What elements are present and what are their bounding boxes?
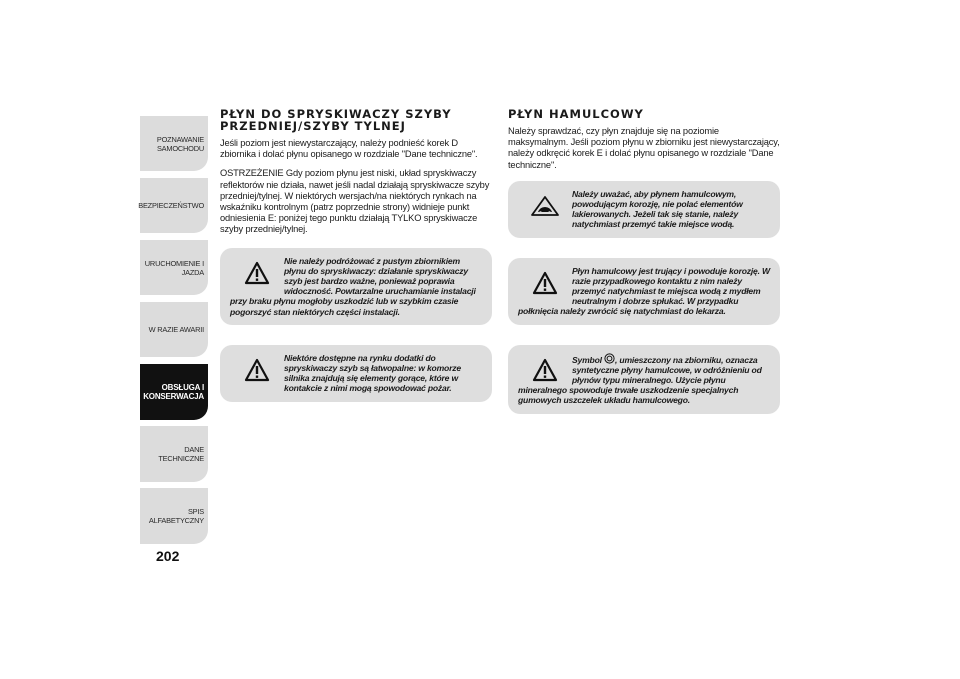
tab-label: SPIS ALFABETYCZNY (148, 507, 204, 525)
tab-label: W RAZIE AWARII (148, 325, 204, 334)
warning-box (220, 248, 492, 325)
left-column (220, 108, 492, 422)
note-text: Należy uważać, aby płynem hamulcowym, powodującym korozję, nie polać elementów lakierowanych. Jeżeli tak się stanie, należy natychmiast przemyć takie miejsce wodą. (572, 188, 743, 230)
tab-poznawanie-samochodu[interactable] (140, 116, 208, 171)
paragraph: OSTRZEŻENIE Gdy poziom płynu jest niski, układ spryskiwaczy reflektorów nie działa, nawet jeśli nadal działają spryskiwacze szyby przedniej/tylnej. W niektórych wersjach/na niektórych rynkach na wskaźniku kontrolnym (patrz poprzednie strony) widnieje punkt odniesienia E: poniżej tego punktu działają TYLKO spryskiwacze szyby przedniej/tylnej. (220, 168, 490, 235)
tab-label: OBSŁUGA I KONSERWACJA (143, 383, 204, 401)
tab-w-razie-awarii[interactable] (140, 302, 208, 357)
note-box (508, 181, 780, 238)
tab-dane-techniczne[interactable] (140, 426, 208, 482)
warning-triangle-icon (236, 260, 278, 286)
brake-fluid-symbol-icon (604, 355, 615, 365)
warning-triangle-icon (236, 357, 278, 383)
warning-text: Niektóre dostępne na rynku dodatki do spryskiwaczy szyb są łatwopalne: w komorze silnika znajdują się elementy gorące, które w kontakcie z nimi mogą spowodować pożar. (284, 352, 461, 394)
car-paint-icon (524, 193, 566, 219)
page-number: 202 (156, 548, 180, 564)
tab-label: POZNAWANIE SAMOCHODU (156, 134, 204, 153)
warning-box (508, 345, 780, 414)
tab-label: BEZPIECZEŃSTWO (138, 201, 204, 210)
tab-spis-alfabetyczny[interactable] (140, 488, 208, 544)
tab-obsluga-i-konserwacja[interactable] (140, 364, 208, 420)
warning-text-start: Symbol (572, 354, 602, 365)
tab-uruchomienie-i-jazda[interactable] (140, 240, 208, 295)
tab-bezpieczenstwo[interactable] (140, 178, 208, 233)
section-title-washer-fluid: PŁYN DO SPRYSKIWACZY SZYBY PRZEDNIEJ/SZYBY TYLNEJ (220, 107, 452, 133)
section-title-brake-fluid: PŁYN HAMULCOWY (508, 107, 644, 121)
warning-text: Płyn hamulcowy jest trujący i powoduje korozję. W razie przypadkowego kontaktu z nim należy przemyć natychmiast te miejsca wodą z mydłem neutralnym i dobrze spłukać. W przypadku połknięcia należy zwrócić się natychmiast do lekarza. (518, 265, 770, 317)
right-column (508, 108, 780, 434)
warning-text-end: , umieszczony na zbiorniku, oznacza syntetyczne płyny hamulcowe, w odróżnieniu od płynów typu mineralnego. Użycie płynu mineralnego spowoduje trwałe uszkodzenie specjalnych gumowych uszczelek układu hamulcowego. (518, 354, 762, 406)
warning-box (220, 345, 492, 402)
warning-text: Nie należy podróżować z pustym zbiornikiem płynu do spryskiwaczy: działanie spryskiwaczy szyb jest bardzo ważne, ponieważ poprawia widoczność. Powtarzalne uruchamianie instalacji przy braku płynu mogłoby uszkodzić lub w szybkim czasie pogorszyć stan niektórych części instalacji. (230, 255, 476, 317)
tab-label: URUCHOMIENIE I JAZDA (144, 258, 204, 277)
warning-box (508, 258, 780, 325)
tab-label: DANE TECHNICZNE (158, 445, 204, 463)
warning-triangle-icon (524, 357, 566, 383)
paragraph: Jeśli poziom jest niewystarczający, należy podnieść korek D zbiornika i dolać płynu opisanego w rozdziale "Dane techniczne". (220, 138, 478, 160)
warning-triangle-icon (524, 270, 566, 296)
paragraph: Należy sprawdzać, czy płyn znajduje się na poziomie maksymalnym. Jeśli poziom płynu w zbiorniku jest niewystarczający, należy odkręcić korek E i dolać płynu opisanego w rozdziale "Dane techniczne". (508, 126, 780, 170)
